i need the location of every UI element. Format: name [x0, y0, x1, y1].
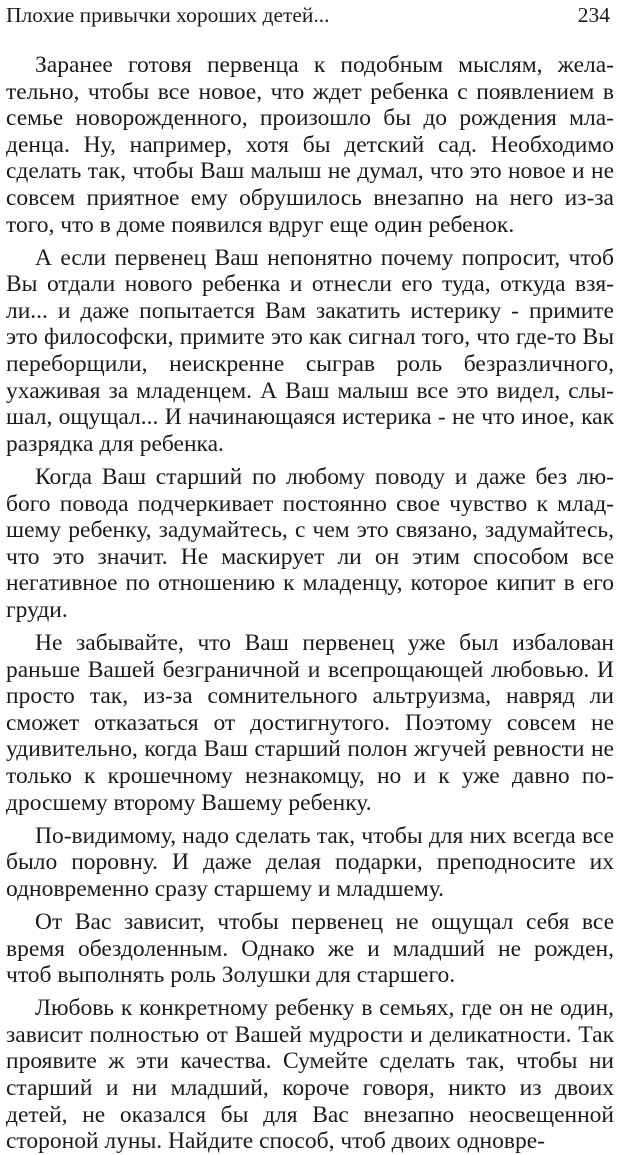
- body-text: [6, 52, 614, 1155]
- running-title: Плохие привычки хороших детей...: [6, 3, 330, 27]
- paragraph: Любовь к конкретному ребенку в семьях, где он не один, зависит полностью от Вашей мудрости и деликатности. Так проявите ж эти качества. Сумейте сделать так, чтобы ни старший и ни младший, короче говоря, никто из двоих детей, не оказался бы для Вас внезапно неосвещенной стороной луны. Найдите способ, чтоб двоих одновре-: [6, 995, 614, 1155]
- page-number: 234: [577, 3, 610, 27]
- paragraph: Когда Ваш старший по любому поводу и даже без любого повода подчеркивает постоянно свое чувство к младшему ребенку, задумайтесь, с чем это связано, задумайтесь, что это значит. Не маскирует ли он этим способом все негативное по отношению к младенцу, которое кипит в его груди.: [6, 463, 614, 623]
- paragraph: От Вас зависит, чтобы первенец не ощущал себя все время обездоленным. Однако же и младший не рожден, чтоб выполнять роль Золушки для старшего.: [6, 908, 614, 989]
- paragraph: Заранее готовя первенца к подобным мыслям, желательно, чтобы все новое, что ждет ребенка с появлением в семье новорожденного, произошло бы до рождения младенца. Ну, например, хотя бы детский сад. Необходимо сделать так, чтобы Ваш малыш не думал, что это новое и не совсем приятное ему обрушилось внезапно на него из-за того, что в доме появился вдруг еще один ребенок.: [6, 52, 614, 238]
- running-header: [6, 0, 610, 30]
- paragraph: Не забывайте, что Ваш первенец уже был избалован раньше Вашей безграничной и всепрощающей любовью. И просто так, из-за сомнительного альтруизма, навряд ли сможет отказаться от достигнутого. Поэтому совсем не удивительно, когда Ваш старший полон жгучей ревности не только к крошечному незнакомцу, но и к уже давно подросшему второму Вашему ребенку.: [6, 629, 614, 816]
- paragraph: По-видимому, надо сделать так, чтобы для них всегда все было поровну. И даже делая подарки, преподносите их одновременно сразу старшему и младшему.: [6, 822, 614, 902]
- paragraph: А если первенец Ваш непонятно почему попросит, чтоб Вы отдали нового ребенка и отнесли его туда, откуда взяли... и даже попытается Вам закатить истерику - примите это философски, примите это как сигнал того, что где-то Вы переборщили, неискренне сыграв роль безразличного, ухаживая за младенцем. А Ваш малыш все это видел, слышал, ощущал... И начинающаяся истерика - не что иное, как разрядка для ребенка.: [6, 244, 614, 457]
